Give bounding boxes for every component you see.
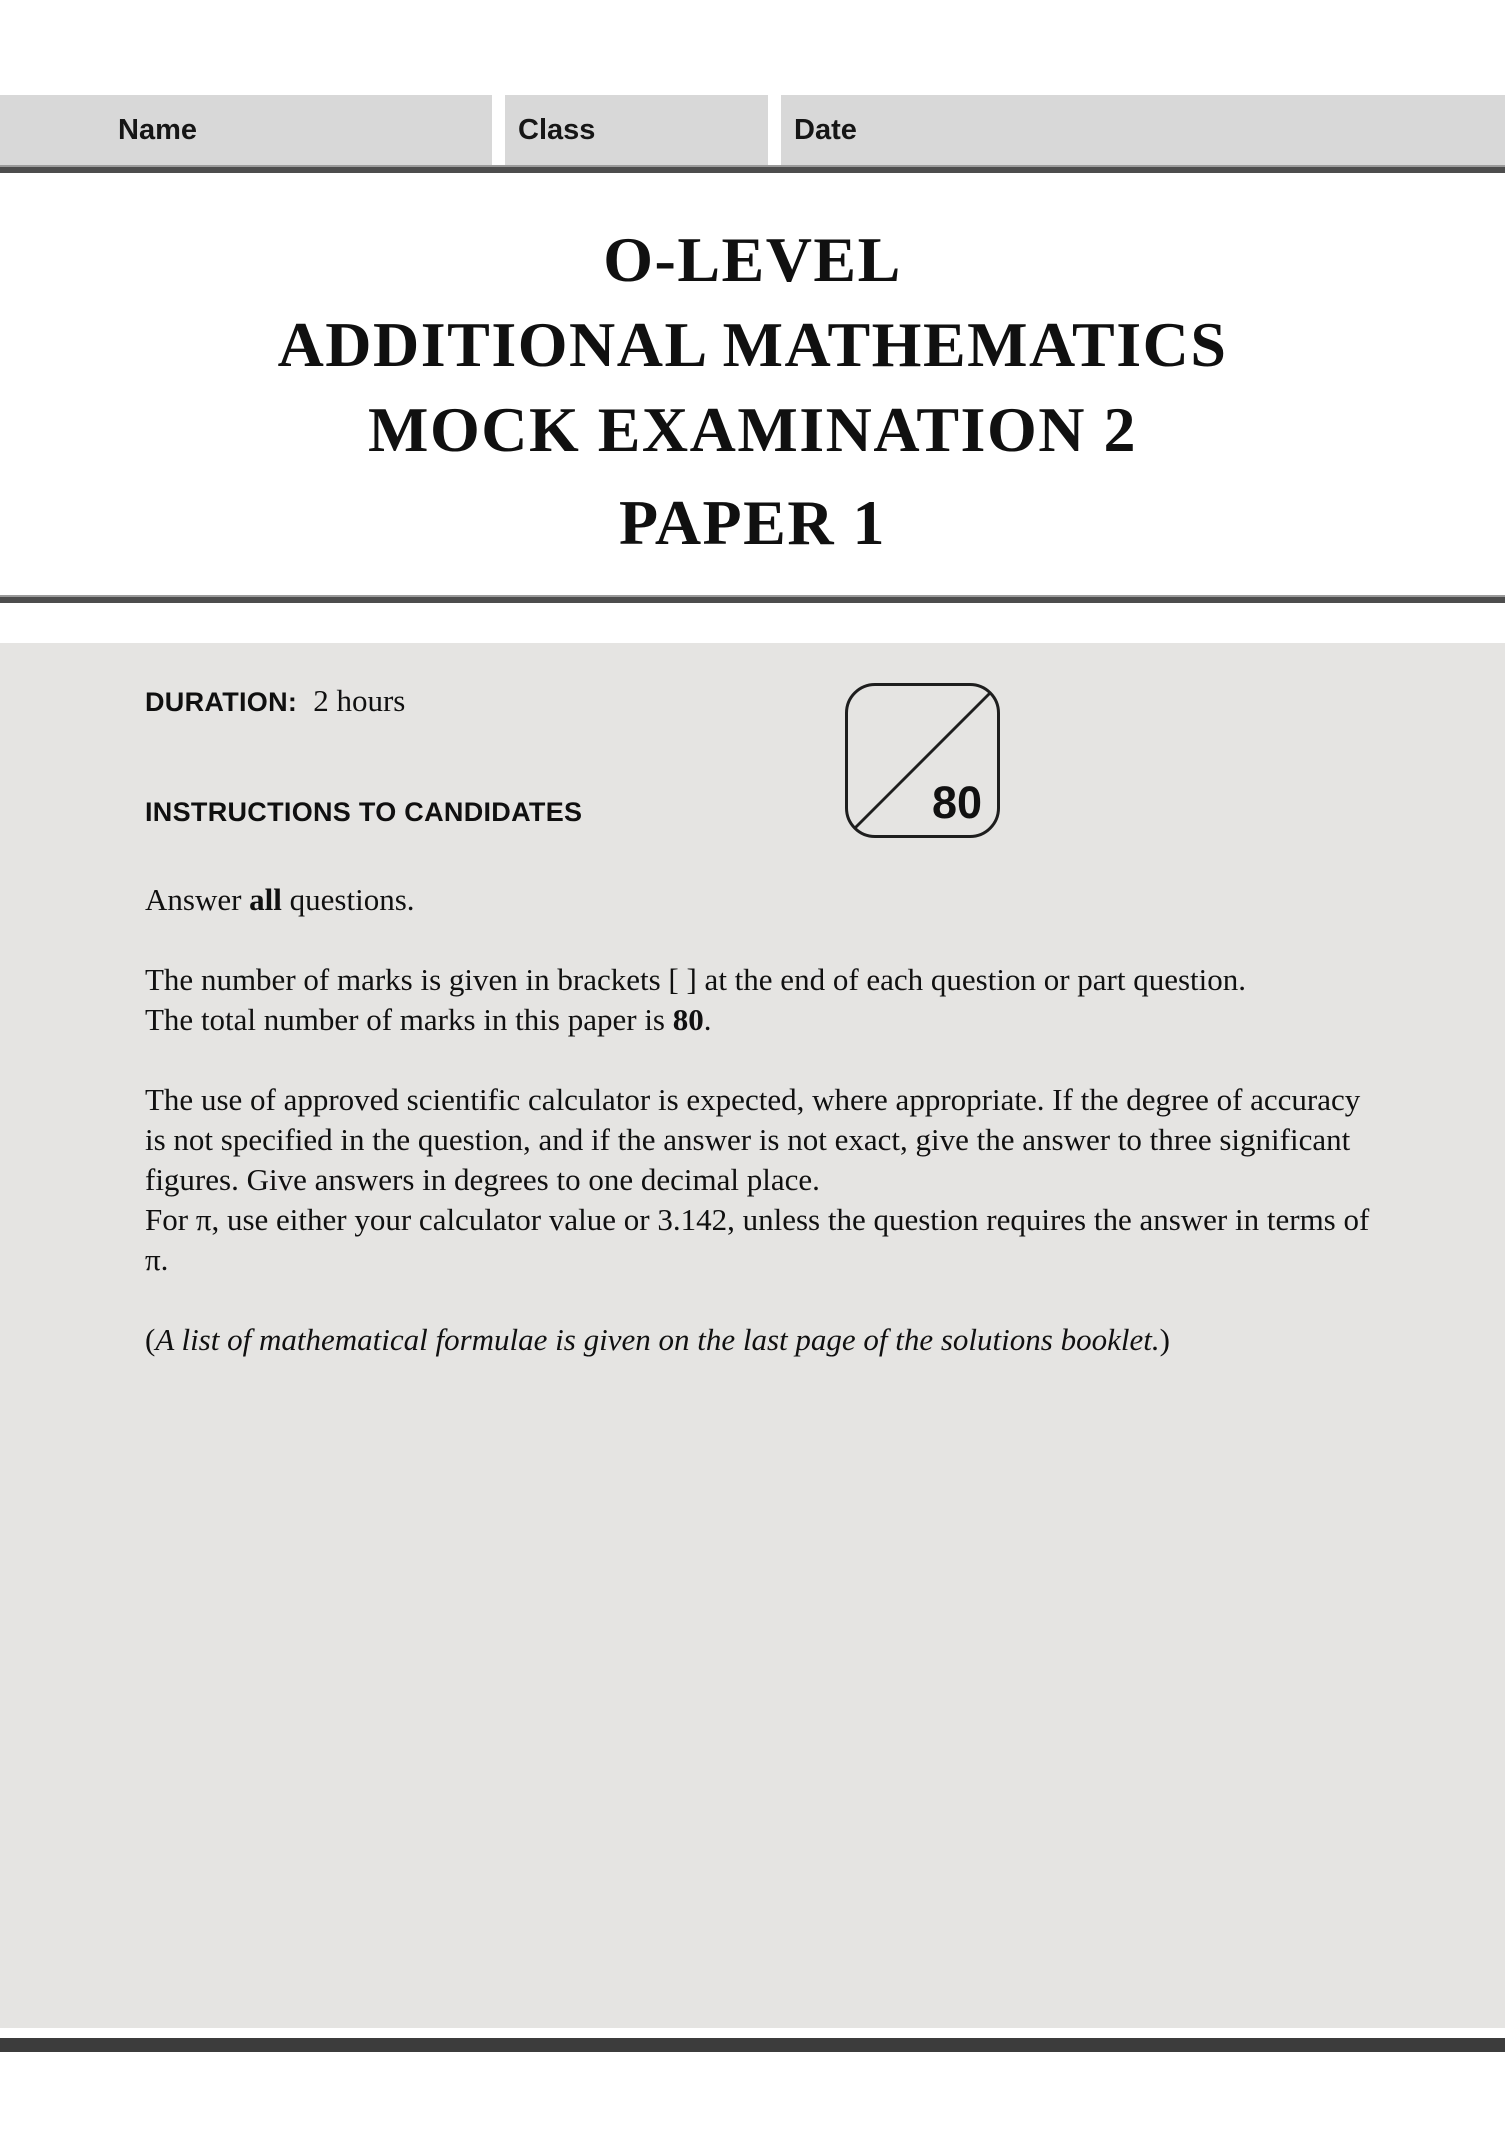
class-field-label: Class xyxy=(518,113,596,146)
text-segment: ( xyxy=(145,1322,156,1357)
text-segment: questions. xyxy=(281,882,415,917)
top-divider xyxy=(0,165,1505,173)
date-field-label: Date xyxy=(794,113,857,146)
date-field-box xyxy=(781,95,1505,165)
marks-badge xyxy=(845,683,1000,838)
name-field-box xyxy=(0,95,492,165)
text-segment-italic: A list of mathematical formulae is given on the last page of the solutions booklet. xyxy=(155,1322,1160,1357)
title-line-subject: ADDITIONAL MATHEMATICS xyxy=(277,309,1228,380)
marks-badge-value: 80 xyxy=(931,777,982,828)
candidate-fields xyxy=(0,95,1505,165)
footer-bar xyxy=(0,2038,1505,2052)
instruction-answer-all xyxy=(145,880,1373,920)
text-segment-bold: all xyxy=(249,882,282,917)
instructions-body xyxy=(145,880,1373,1360)
duration-label: DURATION: xyxy=(145,687,298,717)
instruction-calculator xyxy=(145,1080,1373,1280)
duration-row xyxy=(145,683,1365,719)
instructions-heading: INSTRUCTIONS TO CANDIDATES xyxy=(145,797,583,827)
text-segment: . xyxy=(703,1002,712,1037)
title-bottom-divider xyxy=(0,595,1505,603)
text-segment: The number of marks is given in brackets [ ] at the end of each question or part question. xyxy=(145,962,1247,997)
title-line-paper: PAPER 1 xyxy=(618,487,887,558)
title-line-olevel: O-LEVEL xyxy=(603,224,902,295)
title-line-exam: MOCK EXAMINATION 2 xyxy=(368,394,1137,465)
name-field-label: Name xyxy=(118,113,197,146)
text-segment: The total number of marks in this paper is xyxy=(145,1002,673,1037)
info-panel xyxy=(0,643,1505,2028)
text-segment: ) xyxy=(1159,1322,1170,1357)
class-field-box xyxy=(505,95,768,165)
text-segment: The use of approved scientific calculator is expected, where appropriate. If the degree of accuracy is not specified in the question, and if the answer is not exact, give the answer to three significant figures. Give answers in degrees to one decimal place. xyxy=(145,1082,1361,1197)
exam-cover-page xyxy=(0,95,1505,2147)
exam-title xyxy=(0,173,1505,595)
duration-value: 2 hours xyxy=(313,683,406,718)
instruction-formulae xyxy=(145,1320,1373,1360)
instruction-marks xyxy=(145,960,1373,1040)
text-segment-bold: 80 xyxy=(672,1002,704,1037)
text-segment: For π, use either your calculator value or 3.142, unless the question requires the answer in terms of π. xyxy=(145,1202,1370,1277)
text-segment: Answer xyxy=(145,882,250,917)
